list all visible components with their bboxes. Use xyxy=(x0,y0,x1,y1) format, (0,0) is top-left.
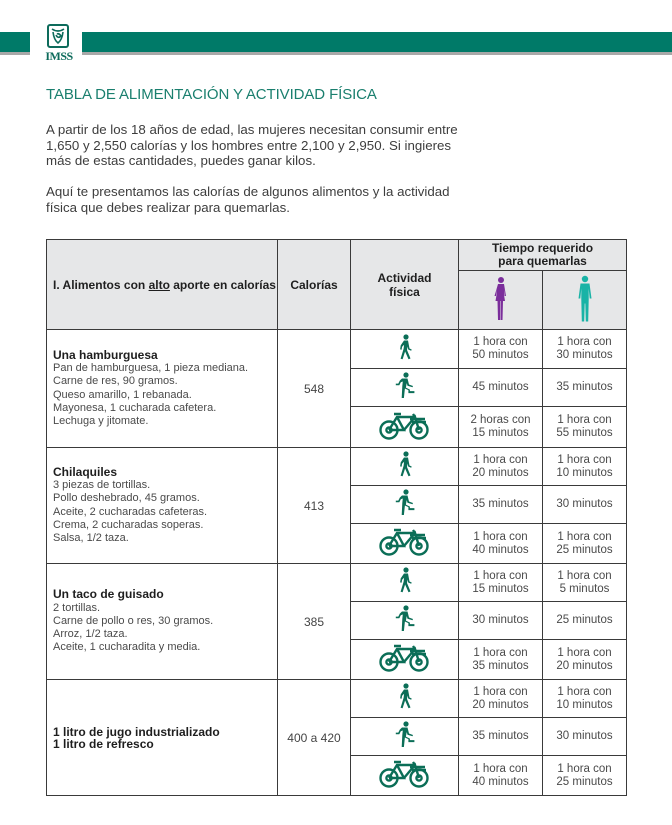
time-line-2: 20 minutos xyxy=(472,466,529,479)
time-line-2: 20 minutos xyxy=(472,698,529,711)
walking-icon xyxy=(396,567,414,593)
women-time xyxy=(459,448,543,486)
calories-value: 548 xyxy=(278,330,351,448)
time-line-2: 5 minutos xyxy=(559,582,610,595)
time-line-2: 55 minutos xyxy=(556,427,613,439)
time-line-2: 15 minutos xyxy=(472,582,529,595)
women-time xyxy=(459,602,543,640)
food-ingredient: Carne de pollo o res, 30 gramos. xyxy=(53,614,214,627)
header-men xyxy=(543,271,627,330)
food-name: Una hamburguesa xyxy=(53,347,158,362)
time-line-2: 25 minutos xyxy=(556,775,613,788)
imss-wordmark: IMSS xyxy=(45,49,73,63)
food-ingredient: Arroz, 1/2 taza. xyxy=(53,628,128,641)
food-name: Un taco de guisado xyxy=(53,587,164,602)
header-activity: Actividad física xyxy=(351,240,459,330)
woman-figure-icon xyxy=(494,276,508,322)
women-time xyxy=(459,486,543,524)
table-row xyxy=(47,564,627,602)
women-time xyxy=(459,524,543,564)
food-ingredient: Crema, 2 cucharadas soperas. xyxy=(53,518,204,531)
women-time xyxy=(459,718,543,756)
activity-cell xyxy=(351,407,459,448)
men-time xyxy=(543,756,627,796)
bicycle-icon xyxy=(379,642,431,672)
time-line-1: 30 minutos xyxy=(472,614,529,626)
activity-cell xyxy=(351,602,459,640)
food-ingredient: Salsa, 1/2 taza. xyxy=(53,531,129,544)
activity-cell xyxy=(351,680,459,718)
time-line-1: 45 minutos xyxy=(472,381,529,393)
imss-emblem-icon xyxy=(47,24,69,48)
time-line-2: 10 minutos xyxy=(556,466,613,479)
activity-cell xyxy=(351,564,459,602)
header-calories: Calorías xyxy=(278,240,351,330)
food-name: Chilaquiles xyxy=(53,464,118,479)
time-line-2: 15 minutos xyxy=(472,427,529,439)
time-line-1: 1 hora con xyxy=(557,762,612,775)
men-time xyxy=(543,564,627,602)
bicycle-icon xyxy=(379,526,431,556)
calories-value: 413 xyxy=(278,448,351,564)
food-ingredient: Lechuga y jitomate. xyxy=(53,414,149,427)
women-time xyxy=(459,640,543,680)
time-line-1: 1 hora con xyxy=(473,762,528,775)
time-line-1: 35 minutos xyxy=(472,498,529,510)
intro-paragraph-2: Aquí te presentamos las calorías de algunos alimentos y la actividad física que debes realizar para quemarlas. xyxy=(46,184,450,215)
men-time xyxy=(543,486,627,524)
food-cell xyxy=(47,448,278,564)
time-line-2: 25 minutos xyxy=(556,543,613,556)
time-line-2: 35 minutos xyxy=(472,659,529,672)
food-name-secondary: 1 litro de refresco xyxy=(53,736,154,751)
walking-icon xyxy=(396,334,414,360)
time-line-1: 1 hora con xyxy=(557,569,612,582)
time-line-1: 1 hora con xyxy=(557,530,612,543)
header-bar-right xyxy=(67,32,672,52)
walking-icon xyxy=(396,683,414,709)
men-time xyxy=(543,330,627,369)
time-line-1: 1 hora con xyxy=(473,646,528,659)
time-line-1: 1 hora con xyxy=(557,336,612,348)
header-time-required: Tiempo requerido para quemarlas xyxy=(459,240,627,271)
bicycle-icon xyxy=(379,758,431,788)
imss-logo xyxy=(36,24,82,64)
men-time xyxy=(543,524,627,564)
time-line-2: 30 minutos xyxy=(556,349,613,361)
time-line-1: 35 minutos xyxy=(472,730,529,742)
table-row xyxy=(47,448,627,486)
food-activity-table xyxy=(46,239,627,796)
activity-cell xyxy=(351,369,459,407)
header-bar-right-shadow xyxy=(67,52,672,55)
food-ingredient: 3 piezas de tortillas. xyxy=(53,479,151,492)
calories-value: 400 a 420 xyxy=(278,680,351,796)
table-row xyxy=(47,330,627,369)
women-time xyxy=(459,564,543,602)
men-time xyxy=(543,602,627,640)
women-time xyxy=(459,330,543,369)
time-line-1: 1 hora con xyxy=(473,685,528,698)
time-line-2: 50 minutos xyxy=(472,349,529,361)
men-time xyxy=(543,369,627,407)
man-figure-icon xyxy=(577,275,593,323)
activity-cell xyxy=(351,524,459,564)
food-cell xyxy=(47,330,278,448)
running-icon xyxy=(393,489,417,515)
men-time xyxy=(543,680,627,718)
time-line-1: 1 hora con xyxy=(557,453,612,466)
food-ingredient: Aceite, 1 cucharadita y media. xyxy=(53,641,201,654)
calories-value: 385 xyxy=(278,564,351,680)
women-time xyxy=(459,369,543,407)
time-line-1: 30 minutos xyxy=(556,730,613,742)
time-line-1: 35 minutos xyxy=(556,381,613,393)
time-line-2: 40 minutos xyxy=(472,543,529,556)
running-icon xyxy=(393,605,417,631)
header-bar-left xyxy=(0,32,30,52)
food-ingredient: Carne de res, 90 gramos. xyxy=(53,375,178,388)
running-icon xyxy=(393,372,417,398)
women-time xyxy=(459,756,543,796)
men-time xyxy=(543,448,627,486)
activity-cell xyxy=(351,756,459,796)
time-line-1: 25 minutos xyxy=(556,614,613,626)
food-cell xyxy=(47,564,278,680)
women-time xyxy=(459,407,543,448)
header-women xyxy=(459,271,543,330)
time-line-1: 1 hora con xyxy=(557,685,612,698)
header-bar xyxy=(0,32,672,52)
men-time xyxy=(543,718,627,756)
food-ingredient: 2 tortillas. xyxy=(53,601,101,614)
walking-icon xyxy=(396,451,414,477)
time-line-1: 2 horas con xyxy=(470,414,531,426)
time-line-1: 1 hora con xyxy=(473,569,528,582)
intro-paragraph-1: A partir de los 18 años de edad, las mujeres necesitan consumir entre 1,650 y 2,550 calorías y los hombres entre 2,100 y 2,950. Si ingieres más de estas cantidades, puedes ganar kilos. xyxy=(46,122,458,168)
header-foods: I. Alimentos con alto aporte en calorías xyxy=(47,240,278,330)
table-row xyxy=(47,680,627,718)
food-ingredient: Pan de hamburguesa, 1 pieza mediana. xyxy=(53,362,249,375)
food-name: 1 litro de jugo industrializado xyxy=(53,724,220,739)
activity-cell xyxy=(351,486,459,524)
food-ingredient: Aceite, 2 cucharadas cafeteras. xyxy=(53,505,208,518)
women-time xyxy=(459,680,543,718)
activity-cell xyxy=(351,718,459,756)
food-ingredient: Mayonesa, 1 cucharada cafetera. xyxy=(53,401,217,414)
bicycle-icon xyxy=(379,410,431,440)
time-line-2: 20 minutos xyxy=(556,659,613,672)
activity-cell xyxy=(351,330,459,369)
activity-cell xyxy=(351,640,459,680)
time-line-1: 1 hora con xyxy=(473,336,528,348)
time-line-2: 40 minutos xyxy=(472,775,529,788)
time-line-1: 30 minutos xyxy=(556,498,613,510)
food-ingredient: Queso amarillo, 1 rebanada. xyxy=(53,388,192,401)
time-line-1: 1 hora con xyxy=(473,530,528,543)
header-bar-left-shadow xyxy=(0,52,30,55)
activity-cell xyxy=(351,448,459,486)
page-title: TABLA DE ALIMENTACIÓN Y ACTIVIDAD FÍSICA xyxy=(46,86,377,103)
food-cell xyxy=(47,680,278,796)
time-line-1: 1 hora con xyxy=(473,453,528,466)
time-line-1: 1 hora con xyxy=(557,646,612,659)
time-line-1: 1 hora con xyxy=(557,414,612,426)
time-line-2: 10 minutos xyxy=(556,698,613,711)
running-icon xyxy=(393,721,417,747)
men-time xyxy=(543,407,627,448)
men-time xyxy=(543,640,627,680)
food-ingredient: Pollo deshebrado, 45 gramos. xyxy=(53,492,200,505)
